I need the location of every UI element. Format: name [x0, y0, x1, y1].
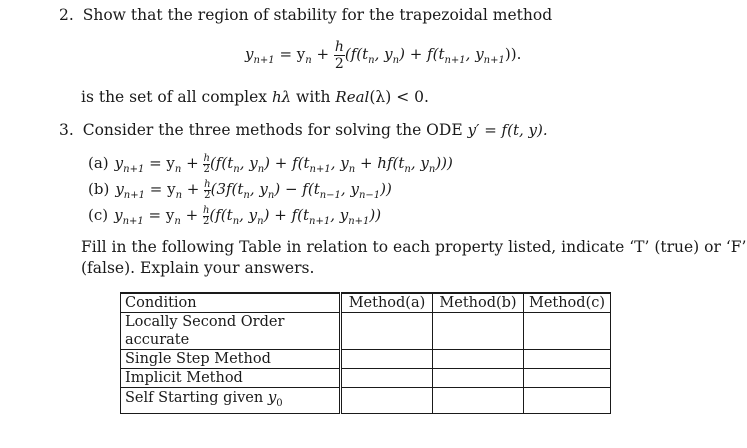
method-b-cell[interactable] [433, 369, 524, 388]
trapezoidal-equation: $y_{n+1} = y_n$ + $\frac{h}{2}$ ($f(t_n$, $y_n) + f(t_{n+1}$, $y_{n+1}$)). [245, 38, 522, 72]
h-over-2-fraction: $\frac{h}{2}$ [334, 38, 344, 72]
condition-cell: Self Starting given $y_0$ [121, 388, 341, 414]
table-row [121, 388, 611, 414]
problem-2-statement: Show that the region of stability for the trapezoidal method [82, 6, 553, 24]
header-method-c: Method(c) [524, 293, 611, 313]
problem-3-number: 3. [59, 121, 74, 139]
problem-2-conclusion: is the set of all complex hλ with Real(λ) < 0. [81, 88, 429, 106]
properties-table [120, 292, 611, 414]
method-b-cell[interactable] [433, 388, 524, 414]
header-method-b: Method(b) [433, 293, 524, 313]
instruction-line-2: (false). Explain your answers. [81, 259, 315, 277]
problem-2-heading [59, 5, 552, 25]
instruction-line-1: Fill in the following Table in relation to each property listed, indicate ‘T’ (true) or ‘F’ [81, 238, 747, 256]
method-a-cell[interactable] [341, 313, 433, 350]
condition-cell: Locally Second Order accurate [121, 313, 341, 350]
method-a-cell[interactable] [341, 388, 433, 414]
condition-cell: Single Step Method [121, 350, 341, 369]
problem-2-number: 2. [59, 6, 74, 24]
ode-expression: y′ = f(t, y). [467, 121, 548, 139]
method-b-cell[interactable] [433, 313, 524, 350]
table-row [121, 369, 611, 388]
table-row [121, 350, 611, 369]
method-c-equation: (c) $y_{n+1} = y_n$ + $\frac{h}{2}$ ($f(t_n$, $y_n) + f(t_{n+1}$, $y_{n+1}$)) [88, 204, 382, 227]
method-a-cell[interactable] [341, 369, 433, 388]
table-header-row [121, 293, 611, 313]
problem-3-heading [59, 120, 548, 140]
method-c-cell[interactable] [524, 388, 611, 414]
method-b-equation: (b) $y_{n+1} = y_n$ + $\frac{h}{2}$ ($3f(t_n$, $y_n) - f(t_{n-1}$, $y_{n-1}$)) [88, 178, 392, 201]
table-row [121, 313, 611, 350]
method-c-cell[interactable] [524, 350, 611, 369]
method-a-cell[interactable] [341, 350, 433, 369]
method-c-cell[interactable] [524, 313, 611, 350]
method-a-equation: (a) $y_{n+1} = y_n$ + $\frac{h}{2}$ ($f(t_n$, $y_n) + f(t_{n+1}$, $y_n + hf(t_n$, $y_n$))) [88, 152, 453, 175]
header-method-a: Method(a) [341, 293, 433, 313]
method-c-cell[interactable] [524, 369, 611, 388]
condition-cell: Implicit Method [121, 369, 341, 388]
method-b-cell[interactable] [433, 350, 524, 369]
problem-3-statement: Consider the three methods for solving the ODE [82, 121, 468, 139]
header-condition: Condition [121, 293, 341, 313]
